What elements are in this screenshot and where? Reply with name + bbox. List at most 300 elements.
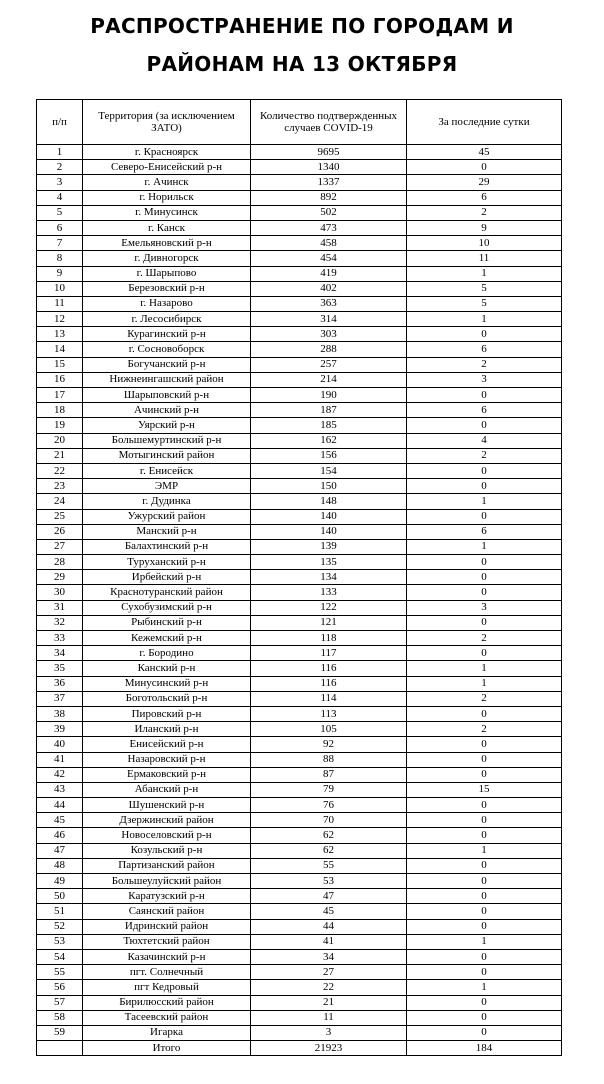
table-row: [37, 813, 562, 828]
row-last-day-cell: 0: [407, 479, 562, 494]
row-last-day-cell: 0: [407, 509, 562, 524]
row-num-cell: 2: [37, 160, 83, 175]
row-last-day-cell: 3: [407, 372, 562, 387]
row-last-day-cell: 0: [407, 752, 562, 767]
table-row: [37, 722, 562, 737]
row-num-cell: 20: [37, 433, 83, 448]
row-last-day-cell: 0: [407, 1010, 562, 1025]
row-count-cell: 156: [251, 448, 407, 463]
row-count-cell: 303: [251, 327, 407, 342]
table-row: [37, 296, 562, 311]
table-row: [37, 190, 562, 205]
row-num-cell: 49: [37, 874, 83, 889]
row-last-day-cell: 0: [407, 706, 562, 721]
row-territory-cell: г. Шарыпово: [83, 266, 251, 281]
row-territory-cell: Абанский р-н: [83, 782, 251, 797]
row-num-cell: 13: [37, 327, 83, 342]
row-count-cell: 79: [251, 782, 407, 797]
row-count-cell: 70: [251, 813, 407, 828]
row-num-cell: 57: [37, 995, 83, 1010]
table-row: [37, 995, 562, 1010]
table-row: [37, 539, 562, 554]
table-row: [37, 661, 562, 676]
row-last-day-cell: 0: [407, 418, 562, 433]
row-territory-cell: Партизанский район: [83, 858, 251, 873]
covid-table: [36, 99, 562, 1056]
table-row: [37, 843, 562, 858]
row-num-cell: 35: [37, 661, 83, 676]
row-last-day-cell: 0: [407, 570, 562, 585]
row-last-day-cell: 2: [407, 691, 562, 706]
row-num-cell: 7: [37, 236, 83, 251]
title-line-1: РАСПРОСТРАНЕНИЕ ПО ГОРОДАМ И: [90, 14, 514, 38]
header-territory: Территория (за исключением ЗАТО): [83, 100, 251, 145]
row-territory-cell: Ачинский р-н: [83, 403, 251, 418]
row-last-day-cell: 0: [407, 858, 562, 873]
row-territory-cell: Енисейский р-н: [83, 737, 251, 752]
row-count-cell: 22: [251, 980, 407, 995]
title-line-2: РАЙОНАМ НА 13 ОКТЯБРЯ: [146, 52, 458, 76]
row-territory-cell: Дзержинский район: [83, 813, 251, 828]
row-territory-cell: Большеулуйский район: [83, 874, 251, 889]
row-count-cell: 3: [251, 1025, 407, 1040]
row-territory-cell: Пировский р-н: [83, 706, 251, 721]
row-num-cell: 9: [37, 266, 83, 281]
row-territory-cell: Кежемский р-н: [83, 631, 251, 646]
row-last-day-cell: 2: [407, 448, 562, 463]
table-row: [37, 585, 562, 600]
table-row: [37, 919, 562, 934]
row-last-day-cell: 1: [407, 312, 562, 327]
row-territory-cell: Манский р-н: [83, 524, 251, 539]
table-row: [37, 1025, 562, 1040]
table-row: [37, 357, 562, 372]
row-num-cell: 52: [37, 919, 83, 934]
table-row: [37, 828, 562, 843]
row-num-cell: 48: [37, 858, 83, 873]
row-last-day-cell: 1: [407, 676, 562, 691]
table-row: [37, 372, 562, 387]
row-territory-cell: Тюхтетский район: [83, 934, 251, 949]
row-count-cell: 133: [251, 585, 407, 600]
table-row: [37, 463, 562, 478]
row-num-cell: 28: [37, 555, 83, 570]
row-count-cell: 1340: [251, 160, 407, 175]
row-last-day-cell: 0: [407, 646, 562, 661]
row-count-cell: 458: [251, 236, 407, 251]
row-last-day-cell: 4: [407, 433, 562, 448]
row-num-cell: 58: [37, 1010, 83, 1025]
row-num-cell: 25: [37, 509, 83, 524]
row-num-cell: 18: [37, 403, 83, 418]
row-last-day-cell: 10: [407, 236, 562, 251]
row-count-cell: 190: [251, 388, 407, 403]
total-num-cell: [37, 1041, 83, 1056]
header-count: Количество подтвержденных случаев COVID-19: [251, 100, 407, 145]
row-count-cell: 62: [251, 843, 407, 858]
row-num-cell: 39: [37, 722, 83, 737]
row-territory-cell: г. Ачинск: [83, 175, 251, 190]
row-territory-cell: Бирилюсский район: [83, 995, 251, 1010]
row-last-day-cell: 6: [407, 190, 562, 205]
table-row: [37, 418, 562, 433]
row-last-day-cell: 29: [407, 175, 562, 190]
table-row: [37, 312, 562, 327]
total-last-day: 184: [407, 1041, 562, 1056]
row-territory-cell: пгт. Солнечный: [83, 965, 251, 980]
row-num-cell: 14: [37, 342, 83, 357]
row-count-cell: 402: [251, 281, 407, 296]
row-territory-cell: Козульский р-н: [83, 843, 251, 858]
row-count-cell: 62: [251, 828, 407, 843]
row-count-cell: 140: [251, 524, 407, 539]
table-row: [37, 327, 562, 342]
row-territory-cell: Минусинский р-н: [83, 676, 251, 691]
row-last-day-cell: 1: [407, 843, 562, 858]
row-count-cell: 45: [251, 904, 407, 919]
row-count-cell: 9695: [251, 145, 407, 160]
row-last-day-cell: 6: [407, 403, 562, 418]
row-num-cell: 38: [37, 706, 83, 721]
row-count-cell: 454: [251, 251, 407, 266]
table-row: [37, 281, 562, 296]
row-count-cell: 154: [251, 463, 407, 478]
table-row: [37, 433, 562, 448]
table-row: [37, 145, 562, 160]
row-num-cell: 24: [37, 494, 83, 509]
row-territory-cell: Рыбинский р-н: [83, 615, 251, 630]
row-count-cell: 116: [251, 661, 407, 676]
row-num-cell: 21: [37, 448, 83, 463]
row-num-cell: 6: [37, 220, 83, 235]
row-count-cell: 121: [251, 615, 407, 630]
row-territory-cell: г. Канск: [83, 220, 251, 235]
row-territory-cell: Большемуртинский р-н: [83, 433, 251, 448]
table-row: [37, 858, 562, 873]
row-num-cell: 44: [37, 798, 83, 813]
table-row: [37, 980, 562, 995]
row-last-day-cell: 11: [407, 251, 562, 266]
row-num-cell: 22: [37, 463, 83, 478]
row-count-cell: 892: [251, 190, 407, 205]
table-row: [37, 706, 562, 721]
row-territory-cell: Богучанский р-н: [83, 357, 251, 372]
row-num-cell: 40: [37, 737, 83, 752]
row-count-cell: 88: [251, 752, 407, 767]
row-territory-cell: Тасеевский район: [83, 1010, 251, 1025]
table-row: [37, 631, 562, 646]
row-count-cell: 122: [251, 600, 407, 615]
row-last-day-cell: 0: [407, 828, 562, 843]
row-last-day-cell: 2: [407, 722, 562, 737]
row-num-cell: 36: [37, 676, 83, 691]
row-territory-cell: г. Красноярск: [83, 145, 251, 160]
table-row: [37, 175, 562, 190]
row-territory-cell: г. Бородино: [83, 646, 251, 661]
row-territory-cell: Северо-Енисейский р-н: [83, 160, 251, 175]
row-last-day-cell: 45: [407, 145, 562, 160]
row-count-cell: 162: [251, 433, 407, 448]
row-count-cell: 363: [251, 296, 407, 311]
row-territory-cell: Шушенский р-н: [83, 798, 251, 813]
header-num: п/п: [37, 100, 83, 145]
row-last-day-cell: 0: [407, 555, 562, 570]
row-num-cell: 4: [37, 190, 83, 205]
row-last-day-cell: 15: [407, 782, 562, 797]
row-last-day-cell: 1: [407, 980, 562, 995]
total-count: 21923: [251, 1041, 407, 1056]
row-count-cell: 419: [251, 266, 407, 281]
row-last-day-cell: 0: [407, 585, 562, 600]
table-row: [37, 266, 562, 281]
row-count-cell: 44: [251, 919, 407, 934]
row-num-cell: 19: [37, 418, 83, 433]
row-territory-cell: Саянский район: [83, 904, 251, 919]
row-territory-cell: Боготольский р-н: [83, 691, 251, 706]
row-territory-cell: Идринский район: [83, 919, 251, 934]
row-last-day-cell: 1: [407, 494, 562, 509]
row-count-cell: 185: [251, 418, 407, 433]
row-last-day-cell: 1: [407, 661, 562, 676]
row-territory-cell: Сухобузимский р-н: [83, 600, 251, 615]
row-num-cell: 33: [37, 631, 83, 646]
row-last-day-cell: 5: [407, 296, 562, 311]
table-row: [37, 646, 562, 661]
row-last-day-cell: 0: [407, 327, 562, 342]
row-count-cell: 41: [251, 934, 407, 949]
row-territory-cell: г. Норильск: [83, 190, 251, 205]
row-num-cell: 53: [37, 934, 83, 949]
row-count-cell: 187: [251, 403, 407, 418]
row-last-day-cell: 0: [407, 160, 562, 175]
row-territory-cell: Нижнеингашский район: [83, 372, 251, 387]
row-num-cell: 45: [37, 813, 83, 828]
table-row: [37, 874, 562, 889]
row-num-cell: 5: [37, 205, 83, 220]
row-num-cell: 37: [37, 691, 83, 706]
table-row: [37, 448, 562, 463]
table-row: [37, 737, 562, 752]
table-row: [37, 524, 562, 539]
row-last-day-cell: 0: [407, 874, 562, 889]
row-num-cell: 29: [37, 570, 83, 585]
row-territory-cell: Емельяновский р-н: [83, 236, 251, 251]
row-last-day-cell: 0: [407, 463, 562, 478]
row-num-cell: 34: [37, 646, 83, 661]
row-territory-cell: ЭМР: [83, 479, 251, 494]
row-last-day-cell: 1: [407, 266, 562, 281]
row-territory-cell: Ужурский район: [83, 509, 251, 524]
row-last-day-cell: 0: [407, 767, 562, 782]
row-num-cell: 59: [37, 1025, 83, 1040]
table-row: [37, 889, 562, 904]
row-num-cell: 41: [37, 752, 83, 767]
header-row: [37, 100, 562, 145]
row-last-day-cell: 2: [407, 357, 562, 372]
row-last-day-cell: 0: [407, 949, 562, 964]
row-territory-cell: г. Енисейск: [83, 463, 251, 478]
row-last-day-cell: 6: [407, 342, 562, 357]
row-last-day-cell: 0: [407, 919, 562, 934]
row-last-day-cell: 0: [407, 904, 562, 919]
row-count-cell: 55: [251, 858, 407, 873]
row-num-cell: 23: [37, 479, 83, 494]
table-row: [37, 782, 562, 797]
table-row: [37, 251, 562, 266]
row-count-cell: 118: [251, 631, 407, 646]
table-row: [37, 494, 562, 509]
row-count-cell: 502: [251, 205, 407, 220]
row-num-cell: 47: [37, 843, 83, 858]
table-row: [37, 934, 562, 949]
row-territory-cell: г. Лесосибирск: [83, 312, 251, 327]
table-row: [37, 676, 562, 691]
table-row: [37, 509, 562, 524]
row-territory-cell: г. Минусинск: [83, 205, 251, 220]
row-num-cell: 32: [37, 615, 83, 630]
row-count-cell: 214: [251, 372, 407, 387]
row-count-cell: 105: [251, 722, 407, 737]
table-row: [37, 949, 562, 964]
row-territory-cell: г. Дудинка: [83, 494, 251, 509]
row-territory-cell: Ирбейский р-н: [83, 570, 251, 585]
row-territory-cell: Казачинский р-н: [83, 949, 251, 964]
table-row: [37, 691, 562, 706]
row-num-cell: 56: [37, 980, 83, 995]
row-count-cell: 117: [251, 646, 407, 661]
row-count-cell: 113: [251, 706, 407, 721]
row-num-cell: 51: [37, 904, 83, 919]
row-count-cell: 87: [251, 767, 407, 782]
row-territory-cell: г. Назарово: [83, 296, 251, 311]
row-last-day-cell: 0: [407, 798, 562, 813]
row-count-cell: 139: [251, 539, 407, 554]
row-last-day-cell: 0: [407, 995, 562, 1010]
total-row: [37, 1041, 562, 1056]
row-count-cell: 473: [251, 220, 407, 235]
table-row: [37, 205, 562, 220]
row-territory-cell: г. Дивногорск: [83, 251, 251, 266]
row-territory-cell: пгт Кедровый: [83, 980, 251, 995]
table-body: [37, 145, 562, 1041]
row-num-cell: 50: [37, 889, 83, 904]
row-num-cell: 27: [37, 539, 83, 554]
row-num-cell: 15: [37, 357, 83, 372]
row-num-cell: 12: [37, 312, 83, 327]
row-count-cell: 92: [251, 737, 407, 752]
row-territory-cell: Каратузский р-н: [83, 889, 251, 904]
header-last-day: За последние сутки: [407, 100, 562, 145]
row-last-day-cell: 0: [407, 965, 562, 980]
row-num-cell: 3: [37, 175, 83, 190]
row-count-cell: 150: [251, 479, 407, 494]
row-num-cell: 8: [37, 251, 83, 266]
table-row: [37, 342, 562, 357]
row-territory-cell: Березовский р-н: [83, 281, 251, 296]
row-last-day-cell: 2: [407, 205, 562, 220]
row-num-cell: 31: [37, 600, 83, 615]
row-count-cell: 134: [251, 570, 407, 585]
row-last-day-cell: 0: [407, 889, 562, 904]
row-count-cell: 34: [251, 949, 407, 964]
table-row: [37, 160, 562, 175]
row-num-cell: 1: [37, 145, 83, 160]
row-num-cell: 16: [37, 372, 83, 387]
row-last-day-cell: 0: [407, 737, 562, 752]
row-count-cell: 11: [251, 1010, 407, 1025]
row-last-day-cell: 1: [407, 539, 562, 554]
row-territory-cell: Игарка: [83, 1025, 251, 1040]
row-territory-cell: Назаровский р-н: [83, 752, 251, 767]
row-num-cell: 17: [37, 388, 83, 403]
row-last-day-cell: 0: [407, 615, 562, 630]
row-territory-cell: Краснотуранский район: [83, 585, 251, 600]
table-row: [37, 479, 562, 494]
row-num-cell: 30: [37, 585, 83, 600]
row-territory-cell: Курагинский р-н: [83, 327, 251, 342]
row-territory-cell: Балахтинский р-н: [83, 539, 251, 554]
total-label: Итого: [83, 1041, 251, 1056]
table-row: [37, 388, 562, 403]
row-territory-cell: г. Сосновоборск: [83, 342, 251, 357]
row-num-cell: 11: [37, 296, 83, 311]
table-row: [37, 220, 562, 235]
row-territory-cell: Ермаковский р-н: [83, 767, 251, 782]
row-last-day-cell: 0: [407, 1025, 562, 1040]
table-row: [37, 236, 562, 251]
row-count-cell: 288: [251, 342, 407, 357]
row-count-cell: 76: [251, 798, 407, 813]
row-num-cell: 46: [37, 828, 83, 843]
row-count-cell: 257: [251, 357, 407, 372]
row-count-cell: 114: [251, 691, 407, 706]
row-num-cell: 10: [37, 281, 83, 296]
row-num-cell: 42: [37, 767, 83, 782]
row-last-day-cell: 9: [407, 220, 562, 235]
row-count-cell: 116: [251, 676, 407, 691]
row-last-day-cell: 6: [407, 524, 562, 539]
table-row: [37, 403, 562, 418]
row-last-day-cell: 2: [407, 631, 562, 646]
row-territory-cell: Мотыгинский район: [83, 448, 251, 463]
row-count-cell: 21: [251, 995, 407, 1010]
table-row: [37, 600, 562, 615]
row-count-cell: 140: [251, 509, 407, 524]
row-last-day-cell: 0: [407, 813, 562, 828]
table-row: [37, 1010, 562, 1025]
row-last-day-cell: 0: [407, 388, 562, 403]
row-num-cell: 55: [37, 965, 83, 980]
table-row: [37, 752, 562, 767]
row-territory-cell: Новоселовский р-н: [83, 828, 251, 843]
row-num-cell: 43: [37, 782, 83, 797]
table-row: [37, 615, 562, 630]
table-row: [37, 965, 562, 980]
row-last-day-cell: 5: [407, 281, 562, 296]
table-row: [37, 555, 562, 570]
row-territory-cell: Шарыповский р-н: [83, 388, 251, 403]
table-row: [37, 767, 562, 782]
row-last-day-cell: 1: [407, 934, 562, 949]
row-territory-cell: Иланский р-н: [83, 722, 251, 737]
row-count-cell: 314: [251, 312, 407, 327]
row-num-cell: 54: [37, 949, 83, 964]
row-count-cell: 148: [251, 494, 407, 509]
row-last-day-cell: 3: [407, 600, 562, 615]
table-row: [37, 904, 562, 919]
table-row: [37, 570, 562, 585]
row-count-cell: 53: [251, 874, 407, 889]
